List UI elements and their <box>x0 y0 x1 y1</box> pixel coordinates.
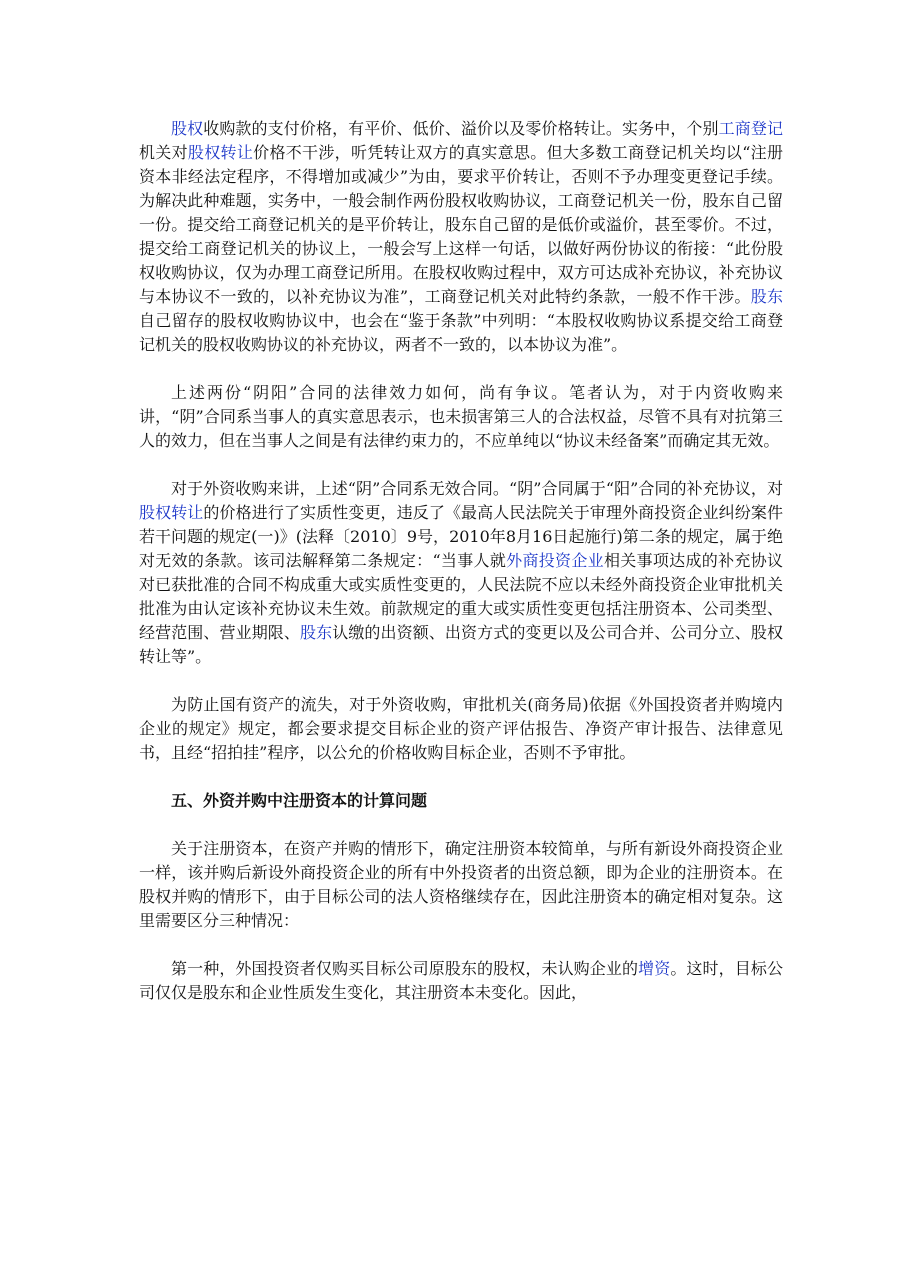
paragraph <box>139 477 783 669</box>
section-heading: 五、外资并购中注册资本的计算问题 <box>171 791 428 810</box>
paragraph <box>139 957 783 1005</box>
paragraph-text: 关于注册资本，在资产并购的情形下，确定注册资本较简单，与所有新设外商投资企业一样，该并购后新设外商投资企业的所有中外投资者的出资总额，即为企业的注册资本。在股权并购的情形下，由于目标公司的法人资格继续存在，因此注册资本的确定相对复杂。这里需要区分三种情况： <box>139 839 783 930</box>
paragraph-text: 第一种，外国投资者仅购买目标公司原股东的股权，未认购企业的 <box>171 959 639 978</box>
paragraph-text: 价格不干涉，听凭转让双方的真实意思。但大多数工商登记机关均以“注册资本非经法定程序，不得增加或减少”为由，要求平价转让，否则不予办理变更登记手续。为解决此种难题，实务中，一般会制作两份股权收购协议，工商登记机关一份，股东自己留一份。提交给工商登记机关的是平价转让，股东自己留的是低价或溢价，甚至零价。不过，提交给工商登记机关的协议上，一般会写上这样一句话，以做好两份协议的衔接：“此份股权收购协议，仅为办理工商登记所用。在股权收购过程中，双方可达成补充协议，补充协议与本协议不一致的，以补充协议为准”，工商登记机关对此特约条款，一般不作干涉。 <box>139 143 783 306</box>
paragraph-text: 相关事项达成的补充协议对已获批准的合同不构成重大或实质性变更的，人民法院不应以未经外商投资企业审批机关批准为由认定该补充协议未生效。前款规定的重大或实质性变更包括注册资本、公司类型、经营范围、营业期限、 <box>139 551 783 642</box>
paragraph <box>139 693 783 765</box>
paragraph-text: 自己留存的股权收购协议中，也会在“鉴于条款”中列明：“本股权收购协议系提交给工商登记机关的股权收购协议的补充协议，两者不一致的，以本协议为准”。 <box>139 311 783 354</box>
paragraph-text: 收购款的支付价格，有平价、低价、溢价以及零价格转让。实务中，个别 <box>203 119 719 138</box>
paragraph-text: 为防止国有资产的流失，对于外资收购，审批机关(商务局)依据《外国投资者并购境内企业的规定》规定，都会要求提交目标企业的资产评估报告、净资产审计报告、法律意见书，且经“招拍挂”程序，以公允的价格收购目标企业，否则不予审批。 <box>139 695 783 762</box>
paragraph-text: 对于外资收购来讲，上述“阴”合同系无效合同。“阴”合同属于“阳”合同的补充协议，对 <box>171 479 783 498</box>
keyword-link[interactable]: 股权 <box>171 119 204 138</box>
keyword-link[interactable]: 增资 <box>638 959 671 978</box>
document-page <box>139 117 783 1029</box>
paragraph-text: 的价格进行了实质性变更，违反了《最高人民法院关于审理外商投资企业纠纷案件若干问题的规定(一)》(法释〔2010〕9号，2010年8月16日起施行)第二条的规定，属于绝对无效的条款。该司法解释第二条规定：“当事人就 <box>139 503 783 570</box>
keyword-link[interactable]: 股权转让 <box>139 503 204 522</box>
keyword-link[interactable]: 外商投资企业 <box>506 551 604 570</box>
paragraph-text: 机关对 <box>139 143 188 162</box>
paragraph <box>139 837 783 933</box>
paragraph-text: 。这时，目标公司仅仅是股东和企业性质发生变化，其注册资本未变化。因此， <box>139 959 783 1002</box>
paragraph <box>139 117 783 357</box>
paragraph-text: 上述两份“阴阳”合同的法律效力如何，尚有争议。笔者认为，对于内资收购来讲，“阴”合同系当事人的真实意思表示，也未损害第三人的合法权益，尽管不具有对抗第三人的效力，但在当事人之间是有法律约束力的，不应单纯以“协议未经备案”而确定其无效。 <box>139 383 783 450</box>
keyword-link[interactable]: 股东 <box>750 287 783 306</box>
paragraph <box>139 381 783 453</box>
keyword-link[interactable]: 股权转让 <box>187 143 254 162</box>
keyword-link[interactable]: 股东 <box>300 623 333 642</box>
keyword-link[interactable]: 工商登记 <box>718 119 783 138</box>
paragraph-text: 认缴的出资额、出资方式的变更以及公司合并、公司分立、股权转让等”。 <box>139 623 783 666</box>
